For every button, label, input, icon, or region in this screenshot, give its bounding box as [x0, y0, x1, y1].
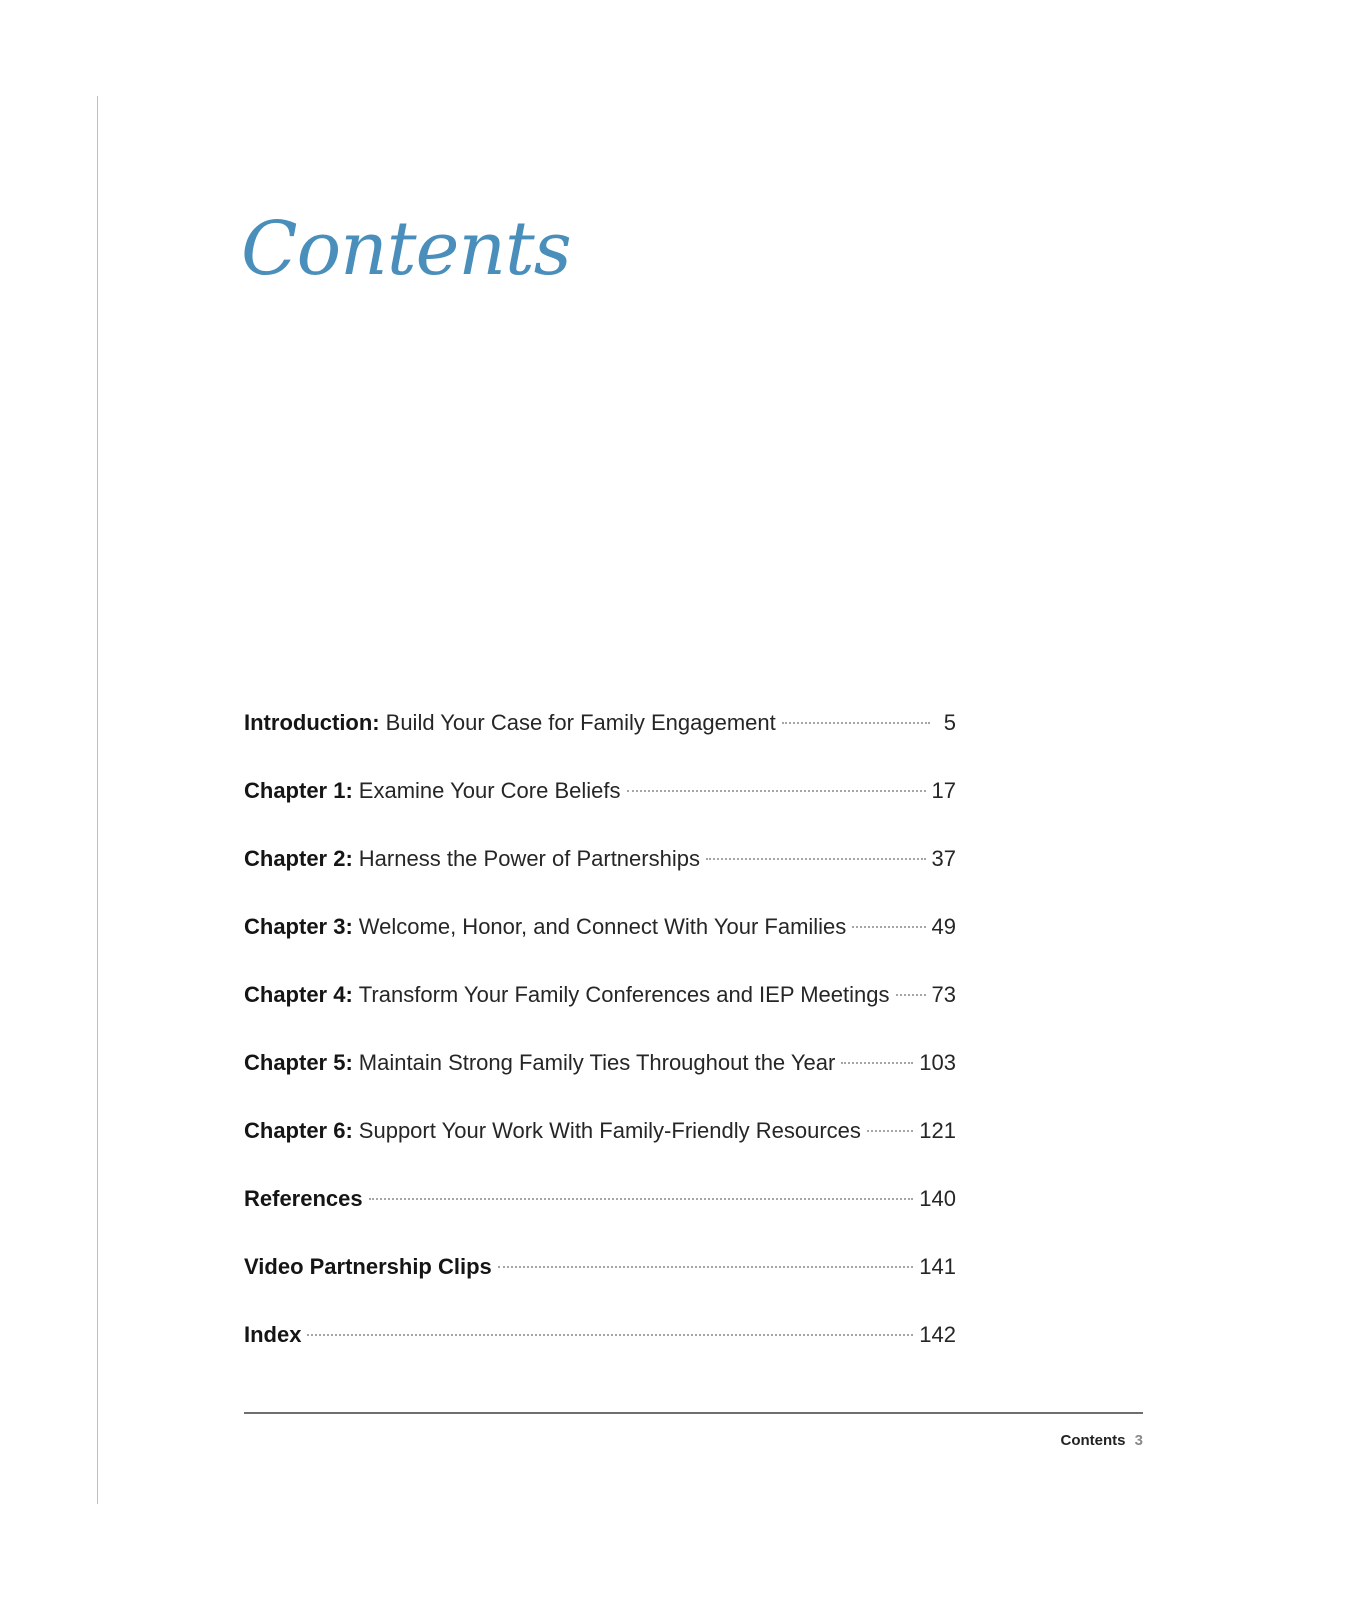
toc-entry-title: Examine Your Core Beliefs: [358, 778, 621, 803]
toc-entry-page: 141: [919, 1254, 956, 1279]
footer-rule: [244, 1412, 1143, 1414]
toc-entry-page: 103: [919, 1050, 956, 1075]
toc-entry-index[interactable]: [244, 1320, 956, 1388]
toc-entry-label: Index: [244, 1322, 302, 1347]
toc-entry-label: Introduction:: [244, 710, 380, 735]
toc-entry-video-partnership-clips[interactable]: [244, 1252, 956, 1320]
toc-entry-introduction[interactable]: [244, 708, 956, 776]
toc-entry-page: 121: [919, 1118, 956, 1143]
toc-entry-page: 140: [919, 1186, 956, 1211]
dot-leader: [706, 858, 926, 860]
toc-entry-page: 37: [931, 846, 956, 871]
left-margin-rule: [97, 96, 98, 1504]
table-of-contents: [244, 708, 956, 1388]
page-title: Contents: [241, 206, 571, 292]
dot-leader: [852, 926, 925, 928]
dot-leader: [369, 1198, 914, 1200]
footer-section-name: Contents: [1060, 1432, 1126, 1449]
dot-leader: [627, 790, 926, 792]
dot-leader: [867, 1130, 913, 1132]
toc-entry-page: 5: [943, 710, 956, 735]
toc-entry-title: Welcome, Honor, and Connect With Your Families: [358, 914, 847, 939]
dot-leader: [841, 1062, 913, 1064]
toc-entry-label: Chapter 3:: [244, 914, 353, 939]
toc-entry-title: Maintain Strong Family Ties Throughout the Year: [358, 1050, 836, 1075]
toc-entry-chapter-3[interactable]: [244, 912, 956, 980]
footer-page-number: 3: [1134, 1432, 1143, 1449]
toc-entry-label: Video Partnership Clips: [244, 1254, 492, 1279]
toc-entry-label: Chapter 1:: [244, 778, 353, 803]
toc-entry-title: Build Your Case for Family Engagement: [385, 710, 776, 735]
toc-entry-chapter-6[interactable]: [244, 1116, 956, 1184]
toc-entry-label: Chapter 4:: [244, 982, 353, 1007]
toc-entry-title: Transform Your Family Conferences and IEP Meetings: [358, 982, 890, 1007]
toc-entry-chapter-4[interactable]: [244, 980, 956, 1048]
dot-leader: [307, 1334, 913, 1336]
toc-entry-page: 49: [931, 914, 956, 939]
toc-entry-label: Chapter 5:: [244, 1050, 353, 1075]
toc-entry-references[interactable]: [244, 1184, 956, 1252]
toc-entry-chapter-5[interactable]: [244, 1048, 956, 1116]
toc-entry-chapter-1[interactable]: [244, 776, 956, 844]
toc-entry-label: Chapter 6:: [244, 1118, 353, 1143]
toc-entry-chapter-2[interactable]: [244, 844, 956, 912]
toc-entry-label: References: [244, 1186, 363, 1211]
page-footer: [1060, 1432, 1143, 1449]
dot-leader: [896, 994, 926, 996]
toc-entry-page: 17: [931, 778, 956, 803]
dot-leader: [498, 1266, 914, 1268]
toc-entry-label: Chapter 2:: [244, 846, 353, 871]
toc-entry-title: Support Your Work With Family-Friendly Resources: [358, 1118, 861, 1143]
toc-entry-title: Harness the Power of Partnerships: [358, 846, 700, 871]
dot-leader: [782, 722, 930, 724]
toc-entry-page: 73: [931, 982, 956, 1007]
toc-entry-page: 142: [919, 1322, 956, 1347]
